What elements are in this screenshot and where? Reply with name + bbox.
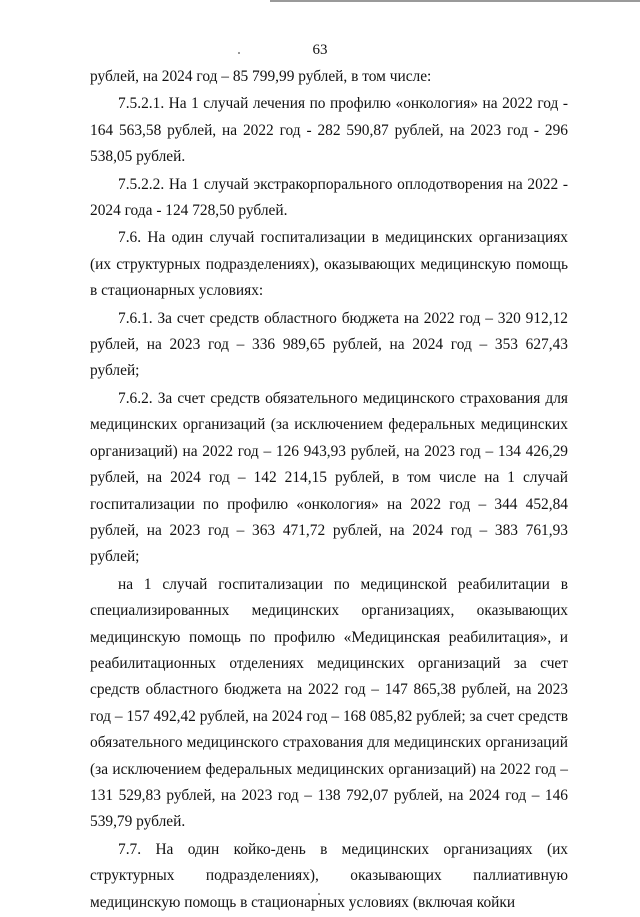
page-number: 63: [312, 42, 328, 58]
paragraph-continuation: рублей, на 2024 год – 85 799,99 рублей, в том числе:: [90, 68, 432, 85]
paragraph-7-7: 7.7. На один койко-день в медицинских организациях (их структурных подразделениях), оказывающих паллиативную медицинскую помощь в стационарных условиях (включая койки: [90, 840, 568, 911]
paragraph-7-6-1: 7.6.1. За счет средств областного бюджета на 2022 год – 320 912,12 рублей, на 2023 год – 336 989,65 рублей, на 2024 год – 353 627,43 рублей;: [90, 309, 568, 380]
paragraph-7-5-2-1: 7.5.2.1. На 1 случай лечения по профилю «онкология» на 2022 год - 164 563,58 рублей, на 2022 год - 282 590,87 рублей, на 2023 год - 296 538,05 рублей.: [90, 95, 568, 166]
document-body: [90, 64, 568, 917]
scan-top-edge-line: [270, 0, 640, 2]
paragraph-rehabilitation: на 1 случай госпитализации по медицинской реабилитации в специализированных медицинских организациях, оказывающих медицинскую помощь по профилю «Медицинская реабилитация», и реабилитационных отделениях медицинских организаций за счет средств областного бюджета на 2022 год – 147 865,38 рублей, на 2023 год – 157 492,42 рублей, на 2024 год – 168 085,82 рублей; за счет средств обязательного медицинского страхования для медицинских организаций (за исключением федеральных медицинских организаций) на 2022 год – 131 529,83 рублей, на 2023 год – 138 792,07 рублей, на 2024 год – 146 539,79 рублей.: [90, 575, 568, 831]
paragraph-7-6-2: 7.6.2. За счет средств обязательного медицинского страхования для медицинских организаций (за исключением федеральных медицинских организаций) на 2022 год – 126 943,93 рублей, на 2023 год – 134 426,29 рублей, на 2024 год – 142 214,15 рублей, в том числе на 1 случай госпитализации по профилю «онкология» на 2022 год – 344 452,84 рублей, на 2023 год – 363 471,72 рублей, на 2024 год – 383 761,93 рублей;: [90, 389, 568, 566]
paragraph-7-5-2-2: 7.5.2.2. На 1 случай экстракорпорального оплодотворения на 2022 - 2024 года - 124 728,50 рублей.: [90, 175, 568, 220]
paragraph-7-6: 7.6. На один случай госпитализации в медицинских организациях (их структурных подразделениях), оказывающих медицинскую помощь в стационарных условиях:: [90, 229, 568, 300]
